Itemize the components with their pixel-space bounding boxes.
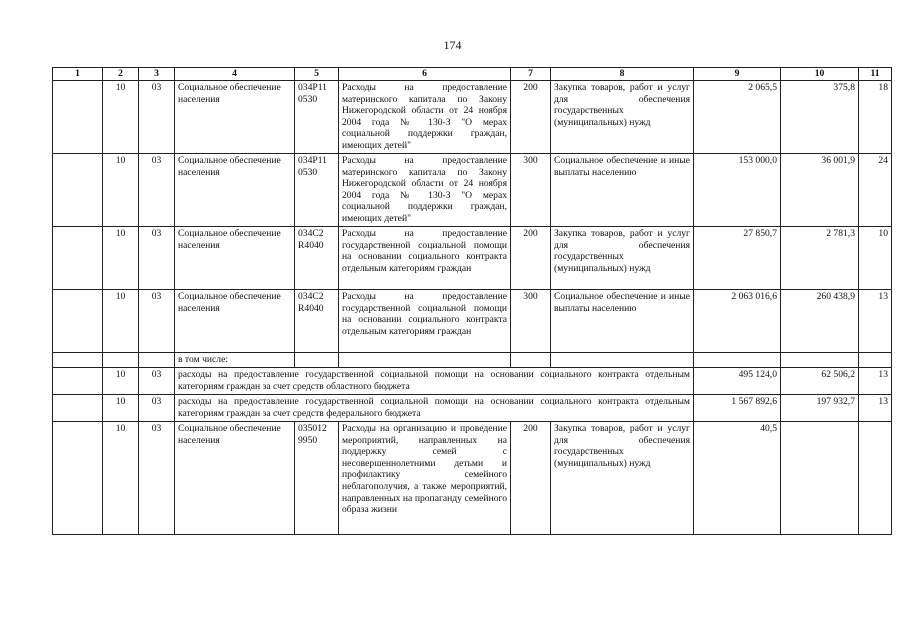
table-cell — [53, 353, 103, 368]
amount-actual: 197 932,7 — [781, 395, 859, 422]
subsection-name: Социальное обеспечение населения — [175, 422, 295, 535]
subsection-name: Социальное обеспечение населения — [175, 154, 295, 227]
expense-description: Расходы на предоставление материнского капитала по Закону Нижегородской области от 24 ноября 2004 года № 130-З "О мерах социальной поддержки граждан, имеющих детей" — [339, 154, 511, 227]
table-row — [53, 368, 892, 395]
table-row — [53, 395, 892, 422]
subsection-code: 03 — [139, 154, 175, 227]
expense-type-code: 300 — [511, 290, 551, 353]
table-cell — [339, 353, 511, 368]
table-cell — [53, 81, 103, 154]
percent-value: 18 — [859, 81, 892, 154]
column-header: 2 — [103, 68, 139, 81]
expense-type-name: Социальное обеспечение и иные выплаты населению — [551, 290, 694, 353]
percent-value: 10 — [859, 227, 892, 290]
target-article-code: 034Р11 0530 — [295, 81, 339, 154]
table-row — [53, 227, 892, 290]
target-article-code: 034Р11 0530 — [295, 154, 339, 227]
column-header: 4 — [175, 68, 295, 81]
expense-type-code: 200 — [511, 422, 551, 535]
subsection-name: Социальное обеспечение населения — [175, 81, 295, 154]
section-code: 10 — [103, 154, 139, 227]
percent-value: 13 — [859, 368, 892, 395]
subsection-code: 03 — [139, 227, 175, 290]
table-cell — [139, 353, 175, 368]
column-header: 10 — [781, 68, 859, 81]
page-number: 174 — [443, 38, 462, 52]
expense-description: Расходы на предоставление государственной социальной помощи на основании социального контракта отдельным категориям граждан — [339, 227, 511, 290]
table-row — [53, 422, 892, 535]
amount-plan: 2 065,5 — [694, 81, 781, 154]
budget-table — [52, 67, 892, 535]
column-header: 8 — [551, 68, 694, 81]
expense-type-name: Закупка товаров, работ и услуг для обеспечения государственных (муниципальных) нужд — [551, 81, 694, 154]
table-row — [53, 154, 892, 227]
amount-actual: 62 506,2 — [781, 368, 859, 395]
table-row — [53, 290, 892, 353]
section-code: 10 — [103, 290, 139, 353]
subsection-name: Социальное обеспечение населения — [175, 227, 295, 290]
percent-value: 13 — [859, 395, 892, 422]
amount-actual: 375,8 — [781, 81, 859, 154]
table-cell — [53, 154, 103, 227]
table-cell — [295, 353, 339, 368]
column-header: 9 — [694, 68, 781, 81]
amount-plan: 495 124,0 — [694, 368, 781, 395]
expense-description: расходы на предоставление государственной социальной помощи на основании социального контракта отдельным категориям граждан за счет средств федерального бюджета — [175, 395, 694, 422]
subsection-name: Социальное обеспечение населения — [175, 290, 295, 353]
amount-actual: 260 438,9 — [781, 290, 859, 353]
table-cell — [53, 422, 103, 535]
subsection-code: 03 — [139, 368, 175, 395]
expense-description: расходы на предоставление государственной социальной помощи на основании социального контракта отдельным категориям граждан за счет средств областного бюджета — [175, 368, 694, 395]
percent-value — [859, 422, 892, 535]
table-cell — [53, 227, 103, 290]
subsection-code: 03 — [139, 81, 175, 154]
table-cell — [781, 353, 859, 368]
section-code: 10 — [103, 422, 139, 535]
expense-type-name: Закупка товаров, работ и услуг для обеспечения государственных (муниципальных) нужд — [551, 227, 694, 290]
subheader-label: в том числе: — [175, 353, 295, 368]
column-header: 3 — [139, 68, 175, 81]
column-header: 1 — [53, 68, 103, 81]
column-header: 5 — [295, 68, 339, 81]
subheader-row — [53, 353, 892, 368]
expense-type-name: Закупка товаров, работ и услуг для обеспечения государственных (муниципальных) нужд — [551, 422, 694, 535]
target-article-code: 034С2 R4040 — [295, 227, 339, 290]
section-code: 10 — [103, 395, 139, 422]
amount-plan: 1 567 892,6 — [694, 395, 781, 422]
table-header-row — [53, 68, 892, 81]
section-code: 10 — [103, 81, 139, 154]
section-code: 10 — [103, 227, 139, 290]
amount-plan: 153 000,0 — [694, 154, 781, 227]
subsection-code: 03 — [139, 422, 175, 535]
expense-description: Расходы на предоставление материнского капитала по Закону Нижегородской области от 24 ноября 2004 года № 130-З "О мерах социальной поддержки граждан, имеющих детей" — [339, 81, 511, 154]
subsection-code: 03 — [139, 290, 175, 353]
expense-type-code: 200 — [511, 81, 551, 154]
column-header: 7 — [511, 68, 551, 81]
percent-value: 13 — [859, 290, 892, 353]
expense-type-code: 200 — [511, 227, 551, 290]
subsection-code: 03 — [139, 395, 175, 422]
percent-value: 24 — [859, 154, 892, 227]
expense-type-name: Социальное обеспечение и иные выплаты населению — [551, 154, 694, 227]
target-article-code: 035012 9950 — [295, 422, 339, 535]
table-cell — [694, 353, 781, 368]
column-header: 11 — [859, 68, 892, 81]
table-cell — [53, 368, 103, 395]
expense-description: Расходы на организацию и проведение мероприятий, направленных на поддержку семей с несовершеннолетними детьми и профилактику семейного неблагополучия, а также мероприятий, направленных на пропаганду семейного образа жизни — [339, 422, 511, 535]
table-cell — [859, 353, 892, 368]
table-row — [53, 81, 892, 154]
table-cell — [511, 353, 551, 368]
amount-actual: 2 781,3 — [781, 227, 859, 290]
amount-actual: 36 001,9 — [781, 154, 859, 227]
table-cell — [53, 290, 103, 353]
amount-plan: 2 063 016,6 — [694, 290, 781, 353]
amount-actual — [781, 422, 859, 535]
section-code: 10 — [103, 368, 139, 395]
expense-type-code: 300 — [511, 154, 551, 227]
amount-plan: 40,5 — [694, 422, 781, 535]
target-article-code: 034С2 R4040 — [295, 290, 339, 353]
table-cell — [551, 353, 694, 368]
table-cell — [53, 395, 103, 422]
column-header: 6 — [339, 68, 511, 81]
amount-plan: 27 850,7 — [694, 227, 781, 290]
table-cell — [103, 353, 139, 368]
expense-description: Расходы на предоставление государственной социальной помощи на основании социального контракта отдельным категориям граждан — [339, 290, 511, 353]
